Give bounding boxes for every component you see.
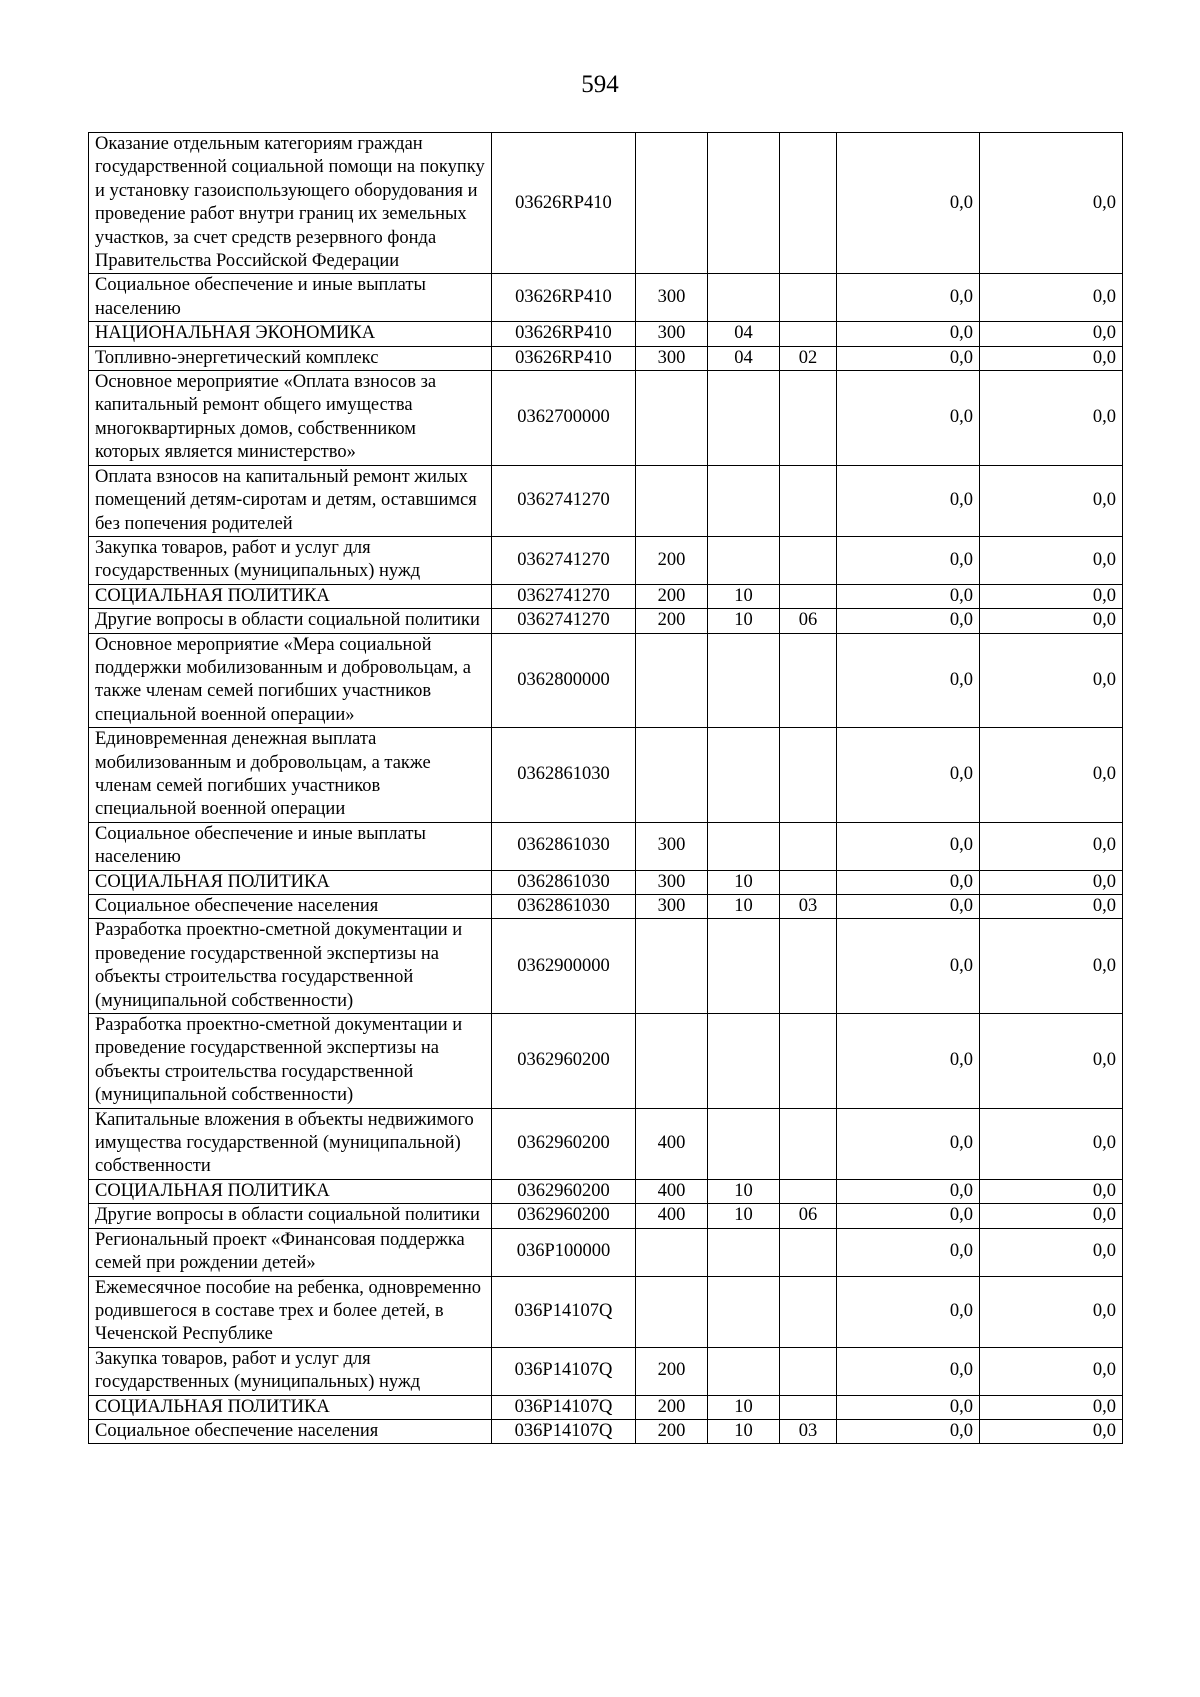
- section-cell: [708, 536, 780, 584]
- amount-year2-cell: 0,0: [980, 322, 1123, 346]
- item-name-cell: Другие вопросы в области социальной политики: [89, 1204, 492, 1228]
- subsection-cell: 02: [780, 346, 837, 370]
- target-code-cell: 036P100000: [492, 1228, 636, 1276]
- amount-year2-cell: 0,0: [980, 609, 1123, 633]
- section-cell: [708, 1276, 780, 1347]
- expense-type-cell: 200: [636, 1347, 708, 1395]
- table-body: [89, 133, 1123, 1444]
- table-row: [89, 371, 1123, 466]
- subsection-cell: [780, 133, 837, 274]
- amount-year1-cell: 0,0: [837, 895, 980, 919]
- amount-year1-cell: 0,0: [837, 870, 980, 894]
- amount-year1-cell: 0,0: [837, 133, 980, 274]
- expense-type-cell: [636, 1014, 708, 1109]
- subsection-cell: [780, 1108, 837, 1179]
- amount-year1-cell: 0,0: [837, 1347, 980, 1395]
- item-name-cell: СОЦИАЛЬНАЯ ПОЛИТИКА: [89, 870, 492, 894]
- amount-year2-cell: 0,0: [980, 919, 1123, 1014]
- expense-type-cell: 200: [636, 609, 708, 633]
- item-name-cell: Социальное обеспечение населения: [89, 1419, 492, 1443]
- subsection-cell: [780, 728, 837, 823]
- amount-year1-cell: 0,0: [837, 465, 980, 536]
- subsection-cell: [780, 1276, 837, 1347]
- amount-year2-cell: 0,0: [980, 1419, 1123, 1443]
- expense-type-cell: 200: [636, 1395, 708, 1419]
- item-name-cell: Единовременная денежная выплата мобилизованным и добровольцам, а также членам семей погибших участников специальной военной операции: [89, 728, 492, 823]
- subsection-cell: 03: [780, 1419, 837, 1443]
- target-code-cell: 0362700000: [492, 371, 636, 466]
- section-cell: 10: [708, 895, 780, 919]
- target-code-cell: 0362960200: [492, 1014, 636, 1109]
- amount-year2-cell: 0,0: [980, 1347, 1123, 1395]
- table-row: [89, 1419, 1123, 1443]
- amount-year2-cell: 0,0: [980, 536, 1123, 584]
- table-row: [89, 822, 1123, 870]
- item-name-cell: СОЦИАЛЬНАЯ ПОЛИТИКА: [89, 584, 492, 608]
- target-code-cell: 03626RP410: [492, 346, 636, 370]
- page-number: 594: [581, 71, 619, 98]
- amount-year2-cell: 0,0: [980, 895, 1123, 919]
- subsection-cell: [780, 1395, 837, 1419]
- section-cell: [708, 1347, 780, 1395]
- section-cell: [708, 919, 780, 1014]
- expense-type-cell: [636, 1228, 708, 1276]
- section-cell: [708, 465, 780, 536]
- table-row: [89, 1276, 1123, 1347]
- amount-year2-cell: 0,0: [980, 1179, 1123, 1203]
- section-cell: [708, 1014, 780, 1109]
- table-row: [89, 1395, 1123, 1419]
- table-row: [89, 895, 1123, 919]
- section-cell: 10: [708, 1179, 780, 1203]
- target-code-cell: 0362741270: [492, 609, 636, 633]
- subsection-cell: [780, 1014, 837, 1109]
- table-row: [89, 1108, 1123, 1179]
- target-code-cell: 0362741270: [492, 465, 636, 536]
- target-code-cell: 0362861030: [492, 728, 636, 823]
- subsection-cell: 03: [780, 895, 837, 919]
- table-row: [89, 870, 1123, 894]
- item-name-cell: Закупка товаров, работ и услуг для государственных (муниципальных) нужд: [89, 1347, 492, 1395]
- section-cell: [708, 274, 780, 322]
- subsection-cell: [780, 322, 837, 346]
- section-cell: 04: [708, 322, 780, 346]
- amount-year1-cell: 0,0: [837, 371, 980, 466]
- expense-type-cell: 300: [636, 822, 708, 870]
- target-code-cell: 0362741270: [492, 536, 636, 584]
- target-code-cell: 0362960200: [492, 1179, 636, 1203]
- section-cell: [708, 822, 780, 870]
- expense-type-cell: [636, 371, 708, 466]
- section-cell: 10: [708, 1204, 780, 1228]
- item-name-cell: Социальное обеспечение населения: [89, 895, 492, 919]
- subsection-cell: [780, 1347, 837, 1395]
- subsection-cell: 06: [780, 1204, 837, 1228]
- item-name-cell: НАЦИОНАЛЬНАЯ ЭКОНОМИКА: [89, 322, 492, 346]
- item-name-cell: Топливно-энергетический комплекс: [89, 346, 492, 370]
- target-code-cell: 036P14107Q: [492, 1276, 636, 1347]
- item-name-cell: Ежемесячное пособие на ребенка, одновременно родившегося в составе трех и более детей, в Чеченской Республике: [89, 1276, 492, 1347]
- subsection-cell: [780, 1179, 837, 1203]
- amount-year1-cell: 0,0: [837, 346, 980, 370]
- table-row: [89, 322, 1123, 346]
- item-name-cell: Региональный проект «Финансовая поддержка семей при рождении детей»: [89, 1228, 492, 1276]
- target-code-cell: 0362861030: [492, 870, 636, 894]
- expense-type-cell: 300: [636, 895, 708, 919]
- item-name-cell: Другие вопросы в области социальной политики: [89, 609, 492, 633]
- table-row: [89, 609, 1123, 633]
- table-row: [89, 1014, 1123, 1109]
- table-row: [89, 1204, 1123, 1228]
- amount-year1-cell: 0,0: [837, 1204, 980, 1228]
- expense-type-cell: 400: [636, 1179, 708, 1203]
- target-code-cell: 0362741270: [492, 584, 636, 608]
- section-cell: 04: [708, 346, 780, 370]
- target-code-cell: 0362861030: [492, 822, 636, 870]
- expense-type-cell: 200: [636, 536, 708, 584]
- amount-year1-cell: 0,0: [837, 584, 980, 608]
- subsection-cell: [780, 1228, 837, 1276]
- amount-year2-cell: 0,0: [980, 633, 1123, 728]
- amount-year2-cell: 0,0: [980, 1108, 1123, 1179]
- expense-type-cell: [636, 633, 708, 728]
- section-cell: [708, 1108, 780, 1179]
- subsection-cell: [780, 870, 837, 894]
- subsection-cell: [780, 465, 837, 536]
- item-name-cell: Оплата взносов на капитальный ремонт жилых помещений детям-сиротам и детям, оставшимся без попечения родителей: [89, 465, 492, 536]
- item-name-cell: Основное мероприятие «Мера социальной поддержки мобилизованным и добровольцам, а также членам семей погибших участников специальной военной операции»: [89, 633, 492, 728]
- amount-year1-cell: 0,0: [837, 1395, 980, 1419]
- amount-year2-cell: 0,0: [980, 584, 1123, 608]
- expense-type-cell: 400: [636, 1108, 708, 1179]
- item-name-cell: Капитальные вложения в объекты недвижимого имущества государственной (муниципальной) собственности: [89, 1108, 492, 1179]
- expense-type-cell: [636, 728, 708, 823]
- amount-year2-cell: 0,0: [980, 465, 1123, 536]
- table-row: [89, 133, 1123, 274]
- amount-year1-cell: 0,0: [837, 633, 980, 728]
- amount-year2-cell: 0,0: [980, 346, 1123, 370]
- amount-year2-cell: 0,0: [980, 1276, 1123, 1347]
- expense-type-cell: [636, 919, 708, 1014]
- table-row: [89, 1228, 1123, 1276]
- expense-type-cell: 300: [636, 346, 708, 370]
- table-row: [89, 274, 1123, 322]
- amount-year1-cell: 0,0: [837, 1419, 980, 1443]
- subsection-cell: [780, 822, 837, 870]
- item-name-cell: Закупка товаров, работ и услуг для государственных (муниципальных) нужд: [89, 536, 492, 584]
- amount-year1-cell: 0,0: [837, 536, 980, 584]
- item-name-cell: Основное мероприятие «Оплата взносов за капитальный ремонт общего имущества многоквартирных домов, собственником которых является министерство»: [89, 371, 492, 466]
- amount-year2-cell: 0,0: [980, 274, 1123, 322]
- target-code-cell: 0362960200: [492, 1204, 636, 1228]
- amount-year1-cell: 0,0: [837, 1276, 980, 1347]
- table-row: [89, 633, 1123, 728]
- table-row: [89, 728, 1123, 823]
- item-name-cell: Социальное обеспечение и иные выплаты населению: [89, 822, 492, 870]
- item-name-cell: Социальное обеспечение и иные выплаты населению: [89, 274, 492, 322]
- amount-year2-cell: 0,0: [980, 371, 1123, 466]
- item-name-cell: Оказание отдельным категориям граждан государственной социальной помощи на покупку и установку газоиспользующего оборудования и проведение работ внутри границ их земельных участков, за счет средств резервного фонда Правительства Российской Федерации: [89, 133, 492, 274]
- section-cell: 10: [708, 609, 780, 633]
- subsection-cell: [780, 274, 837, 322]
- amount-year2-cell: 0,0: [980, 728, 1123, 823]
- subsection-cell: [780, 633, 837, 728]
- amount-year2-cell: 0,0: [980, 133, 1123, 274]
- target-code-cell: 036P14107Q: [492, 1419, 636, 1443]
- expense-type-cell: 400: [636, 1204, 708, 1228]
- target-code-cell: 03626RP410: [492, 274, 636, 322]
- amount-year1-cell: 0,0: [837, 322, 980, 346]
- target-code-cell: 03626RP410: [492, 322, 636, 346]
- expense-type-cell: 300: [636, 870, 708, 894]
- amount-year1-cell: 0,0: [837, 1014, 980, 1109]
- subsection-cell: [780, 536, 837, 584]
- amount-year1-cell: 0,0: [837, 728, 980, 823]
- expense-type-cell: [636, 465, 708, 536]
- expense-type-cell: 200: [636, 584, 708, 608]
- amount-year1-cell: 0,0: [837, 609, 980, 633]
- amount-year1-cell: 0,0: [837, 822, 980, 870]
- expense-type-cell: 300: [636, 322, 708, 346]
- subsection-cell: 06: [780, 609, 837, 633]
- target-code-cell: 0362861030: [492, 895, 636, 919]
- section-cell: 10: [708, 584, 780, 608]
- expense-type-cell: [636, 133, 708, 274]
- table-row: [89, 584, 1123, 608]
- amount-year1-cell: 0,0: [837, 919, 980, 1014]
- amount-year2-cell: 0,0: [980, 822, 1123, 870]
- target-code-cell: 0362960200: [492, 1108, 636, 1179]
- section-cell: [708, 1228, 780, 1276]
- table-row: [89, 536, 1123, 584]
- amount-year1-cell: 0,0: [837, 1108, 980, 1179]
- target-code-cell: 03626RP410: [492, 133, 636, 274]
- section-cell: 10: [708, 1419, 780, 1443]
- item-name-cell: Разработка проектно-сметной документации и проведение государственной экспертизы на объекты строительства государственной (муниципальной собственности): [89, 919, 492, 1014]
- target-code-cell: 036P14107Q: [492, 1347, 636, 1395]
- amount-year1-cell: 0,0: [837, 1228, 980, 1276]
- amount-year2-cell: 0,0: [980, 1204, 1123, 1228]
- item-name-cell: Разработка проектно-сметной документации и проведение государственной экспертизы на объекты строительства государственной (муниципальной собственности): [89, 1014, 492, 1109]
- expense-type-cell: 300: [636, 274, 708, 322]
- expense-type-cell: [636, 1276, 708, 1347]
- target-code-cell: 036P14107Q: [492, 1395, 636, 1419]
- section-cell: 10: [708, 870, 780, 894]
- table-row: [89, 465, 1123, 536]
- section-cell: [708, 371, 780, 466]
- subsection-cell: [780, 371, 837, 466]
- subsection-cell: [780, 584, 837, 608]
- amount-year2-cell: 0,0: [980, 1228, 1123, 1276]
- item-name-cell: СОЦИАЛЬНАЯ ПОЛИТИКА: [89, 1395, 492, 1419]
- expense-type-cell: 200: [636, 1419, 708, 1443]
- amount-year2-cell: 0,0: [980, 1014, 1123, 1109]
- table-row: [89, 1179, 1123, 1203]
- target-code-cell: 0362900000: [492, 919, 636, 1014]
- budget-table: [88, 132, 1123, 1444]
- target-code-cell: 0362800000: [492, 633, 636, 728]
- table-row: [89, 346, 1123, 370]
- section-cell: 10: [708, 1395, 780, 1419]
- amount-year2-cell: 0,0: [980, 870, 1123, 894]
- amount-year2-cell: 0,0: [980, 1395, 1123, 1419]
- item-name-cell: СОЦИАЛЬНАЯ ПОЛИТИКА: [89, 1179, 492, 1203]
- section-cell: [708, 133, 780, 274]
- section-cell: [708, 728, 780, 823]
- subsection-cell: [780, 919, 837, 1014]
- amount-year1-cell: 0,0: [837, 1179, 980, 1203]
- amount-year1-cell: 0,0: [837, 274, 980, 322]
- section-cell: [708, 633, 780, 728]
- table-row: [89, 919, 1123, 1014]
- table-row: [89, 1347, 1123, 1395]
